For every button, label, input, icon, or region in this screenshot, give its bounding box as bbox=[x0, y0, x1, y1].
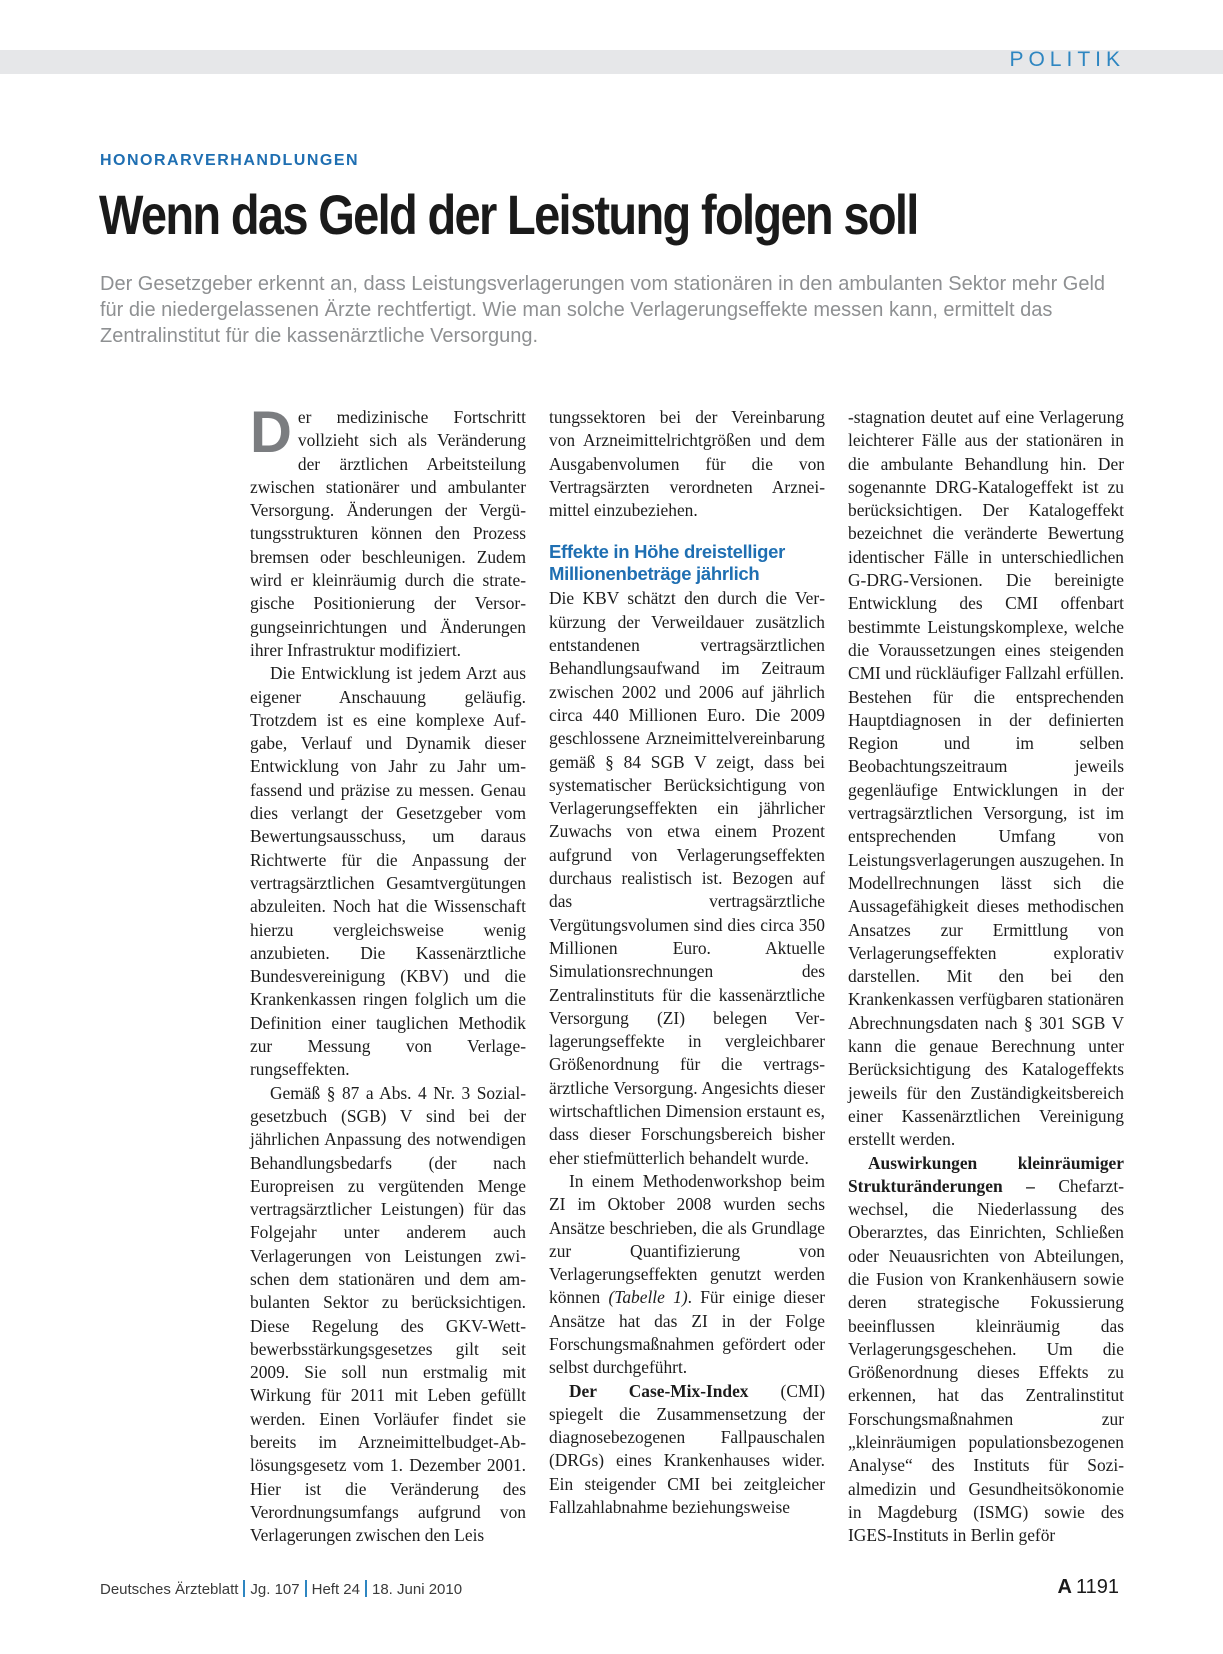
article-kicker: HONORARVERHANDLUNGEN bbox=[100, 152, 360, 169]
journal-name: Deutsches Ärzteblatt bbox=[100, 1581, 239, 1598]
paragraph-text: . Für einige dieser Ansätze hat das ZI in der Folge Forschungsmaßnahmen gefördert oder selbst durchgeführt. bbox=[549, 1287, 825, 1378]
paragraph-text: Chefarztwechsel, die Niederlassung des Oberarztes, das Einrichten, Schließen oder Neuausrichten von Abteilungen, die Fusion von Krankenhäusern sowie deren strategische Fokussierung beeinflussen kleinräumig das Verlagerungsgeschehen. Um die Größenordnung dieses Effekts zu erkennen, hat das Zentralinstitut Forschungsmaßnahmen zur „kleinräumigen populationsbezogenen Analyse“ des Instituts für Sozialmedizin und Gesundheitsökonomie in Magdeburg (ISMG) sowie des IGES-Instituts in Berlin geför bbox=[848, 1175, 1124, 1546]
issue: Heft 24 bbox=[311, 1581, 360, 1598]
volume: Jg. 107 bbox=[250, 1581, 300, 1598]
footer-separator bbox=[365, 1580, 367, 1597]
subheading: Effekte in Höhe dreistelliger Millionenbeträge jährlich bbox=[549, 541, 785, 585]
issue-date: 18. Juni 2010 bbox=[372, 1581, 463, 1598]
page-number bbox=[1058, 1576, 1119, 1599]
inline-heading: Der Case-Mix-Index bbox=[569, 1380, 749, 1401]
paragraph bbox=[250, 400, 526, 662]
paragraph bbox=[549, 1380, 825, 1520]
paragraph bbox=[848, 1152, 1124, 1548]
page-footer bbox=[100, 1580, 462, 1598]
page-prefix: A bbox=[1057, 1576, 1072, 1598]
table-reference: (Tabelle 1) bbox=[608, 1287, 688, 1308]
text-column-1 bbox=[250, 400, 526, 1548]
paragraph-text: In einem Methodenworkshop beim ZI im Oktober 2008 wurden sechs Ansätze beschrieben, die als Grundlage zur Quantifizierung von Verlagerungseffekten genutzt werden können bbox=[549, 1170, 825, 1308]
paragraph: tungssektoren bei der Vereinbarung von Arzneimittelrichtgrößen und dem Ausgabenvolumen für die von Vertragsärzten verordneten Arzneimittel einzubeziehen. bbox=[549, 407, 825, 521]
article-title: Wenn das Geld der Leistung folgen soll bbox=[99, 183, 918, 246]
paragraph: Die KBV schätzt den durch die Verkürzung der Verweildauer zusätzlich entstandenen vertragsärztlichen Behandlungsaufwand im Zeitraum zwischen 2002 und 2006 auf jährlich circa 440 Millionen Euro. Die 2009 geschlossene Arzneimittelvereinbarung gemäß § 84 SGB V zeigt, dass bei systematischer Berücksichtigung von Verlagerungseffekten ein jährlicher Zuwachs von etwa einem Prozent aufgrund von Verlagerungseffekten durchaus realistisch ist. Bezogen auf das vertragsärztliche Vergütungsvolumen sind dies circa 350 Millionen Euro. Aktuelle Simulationsrechnungen des Zentralinstituts für die kassenärztliche Versorgung (ZI) belegen Verlagerungseffekte in vergleichbarer Größenordnung für die vertragsärztliche Versorgung. Angesichts dieser wirtschaftlichen Dimension erstaunt es, dass dieser Forschungsbereich bisher eher stiefmütterlich behandelt wurde. bbox=[549, 588, 825, 1168]
paragraph-text: er medizinische Fortschritt vollzieht sich als Veränderung der ärztlichen Arbeitsteilung zwischen stationärer und ambulanter Versorgung. Änderungen der Vergütungsstrukturen können den Prozess bremsen oder beschleunigen. Zudem wird er kleinräumig durch die strategische Positionierung der Versorgungseinrichtungen und Änderungen ihrer Infrastruktur modifiziert. bbox=[250, 407, 526, 660]
text-column-3 bbox=[848, 406, 1124, 1548]
page-number-value: 1191 bbox=[1075, 1576, 1119, 1598]
paragraph: -stagnation deutet auf eine Verlagerung leichterer Fälle aus der stationären in die ambulante Behandlung hin. Der sogenannte DRG-Katalogeffekt ist zu berücksichtigen. Der Katalogeffekt bezeichnet die veränderte Bewertung identischer Fälle in unterschiedlichen G-DRG-Versionen. Die bereinigte Entwicklung des CMI offenbart bestimmte Leistungskomplexe, welche die Voraussetzungen eines steigenden CMI und rückläufiger Fallzahl erfüllen. Bestehen für die entsprechenden Hauptdiagnosen in der definierten Region und im selben Beobachtungszeitraum jeweils gegenläufige Entwicklungen in der vertragsärztlichen Versorgung, ist im entsprechenden Umfang von Leistungsverlagerungen auszugehen. In Modellrechnungen lässt sich die Aussagefähigkeit dieses methodischen Ansatzes zur Ermittlung von Verlagerungseffekten explorativ darstellen. Mit den bei den Krankenkassen verfügbaren stationären Abrechnungsdaten nach § 301 SGB V kann die genaue Berechnung unter Berücksichtigung des Katalogeffekts jeweils für den Zuständigkeitsbereich einer Kassenärztlichen Vereinigung erstellt werden. bbox=[848, 407, 1124, 1150]
paragraph: Die Entwicklung ist jedem Arzt aus eigener Anschauung geläufig. Trotzdem ist es eine komplexe Aufgabe, Verlauf und Dynamik dieser Entwicklung von Jahr zu Jahr umfassend und präzise zu messen. Genau dies verlangt der Gesetzgeber vom Bewertungsausschuss, um daraus Richtwerte für die Anpassung der vertragsärztlichen Gesamtvergütungen abzuleiten. Noch hat die Wissenschaft hierzu vergleichsweise wenig anzubieten. Die Kassenärztliche Bundesvereinigung (KBV) und die Krankenkassen ringen folglich um die Definition einer tauglichen Methodik zur Messung von Verlagerungseffekten. bbox=[250, 663, 526, 1080]
article-lead: Der Gesetzgeber erkennt an, dass Leistungsverlagerungen vom stationären in den ambulanten Sektor mehr Geld für die niedergelassenen Ärzte rechtfertigt. Wie man solche Verlagerungseffekte messen kann, ermittelt das Zentralinstitut für die kassenärztliche Versorgung. bbox=[100, 273, 1106, 347]
inline-heading: Auswirkungen kleinräumiger Strukturänderungen – bbox=[848, 1152, 1124, 1196]
section-label: POLITIK bbox=[1009, 48, 1125, 71]
footer-separator bbox=[305, 1580, 307, 1597]
paragraph bbox=[549, 1170, 825, 1380]
footer-separator bbox=[243, 1580, 245, 1597]
paragraph-text: (CMI) spiegelt die Zusammensetzung der diagnosebezogenen Fallpauschalen (DRGs) eines Krankenhauses wider. Ein steigender CMI bei zeitgleicher Fallzahlabnahme beziehungsweise bbox=[549, 1380, 825, 1518]
paragraph: Gemäß § 87 a Abs. 4 Nr. 3 Sozialgesetzbuch (SGB) V sind bei der jährlichen Anpassung des notwendigen Behandlungsbedarfs (der nach Europreisen zu vergütenden Menge vertragsärztlicher Leistungen) für das Folgejahr unter anderem auch Verlagerungen von Leistungen zwischen dem stationären und dem ambulanten Sektor zu berücksichtigen. Diese Regelung des GKV-Wettbewerbsstärkungsgesetzes gilt seit 2009. Sie soll nun erstmalig mit Wirkung für 2011 mit Leben gefüllt werden. Einen Vorläufer findet sie bereits im Arzneimittelbudget-Ablösungsgesetz vom 1. Dezember 2001. Hier ist die Veränderung des Verordnungsumfangs aufgrund von Verlagerungen zwischen den Leis bbox=[250, 1082, 526, 1546]
drop-cap: D bbox=[250, 400, 292, 465]
text-column-2 bbox=[549, 406, 825, 1519]
